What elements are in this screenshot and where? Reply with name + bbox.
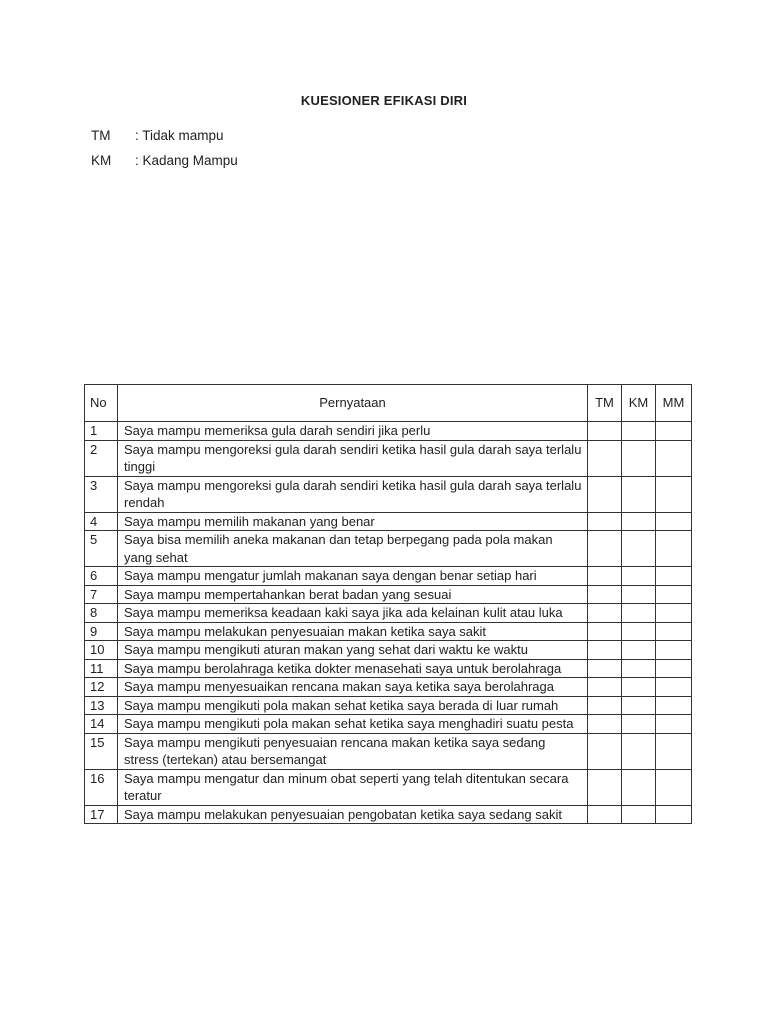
answer-cell-tm[interactable] (588, 678, 622, 697)
row-statement: Saya mampu mengikuti pola makan sehat ketika saya berada di luar rumah (118, 696, 588, 715)
row-statement: Saya mampu mengoreksi gula darah sendiri ketika hasil gula darah saya terlalu tinggi (118, 440, 588, 476)
table-header-row (85, 385, 692, 422)
row-number: 2 (85, 440, 118, 476)
table-row (85, 440, 692, 476)
answer-cell-km[interactable] (622, 440, 656, 476)
answer-cell-mm[interactable] (656, 512, 692, 531)
legend-item-tm (91, 128, 224, 144)
answer-cell-mm[interactable] (656, 585, 692, 604)
row-number: 7 (85, 585, 118, 604)
row-statement: Saya mampu melakukan penyesuaian makan ketika saya sakit (118, 622, 588, 641)
answer-cell-km[interactable] (622, 422, 656, 441)
answer-cell-km[interactable] (622, 678, 656, 697)
answer-cell-km[interactable] (622, 604, 656, 623)
answer-cell-tm[interactable] (588, 696, 622, 715)
answer-cell-km[interactable] (622, 512, 656, 531)
answer-cell-mm[interactable] (656, 531, 692, 567)
table-row (85, 733, 692, 769)
row-statement: Saya mampu memeriksa gula darah sendiri jika perlu (118, 422, 588, 441)
answer-cell-km[interactable] (622, 805, 656, 824)
table-row (85, 604, 692, 623)
answer-cell-tm[interactable] (588, 585, 622, 604)
row-number: 3 (85, 476, 118, 512)
row-number: 6 (85, 567, 118, 586)
answer-cell-tm[interactable] (588, 659, 622, 678)
answer-cell-tm[interactable] (588, 733, 622, 769)
answer-cell-tm[interactable] (588, 422, 622, 441)
table-row (85, 659, 692, 678)
questionnaire-table (84, 384, 692, 824)
header-no: No (85, 385, 118, 422)
table-row (85, 641, 692, 660)
legend-code: KM (91, 153, 112, 168)
row-number: 16 (85, 769, 118, 805)
answer-cell-mm[interactable] (656, 733, 692, 769)
row-number: 4 (85, 512, 118, 531)
answer-cell-mm[interactable] (656, 604, 692, 623)
table-row (85, 476, 692, 512)
page-title: KUESIONER EFIKASI DIRI (300, 93, 468, 108)
row-number: 8 (85, 604, 118, 623)
row-number: 5 (85, 531, 118, 567)
answer-cell-tm[interactable] (588, 440, 622, 476)
legend-description: : Kadang Mampu (135, 153, 238, 168)
answer-cell-mm[interactable] (656, 678, 692, 697)
answer-cell-km[interactable] (622, 476, 656, 512)
row-statement: Saya mampu mengikuti pola makan sehat ketika saya menghadiri suatu pesta (118, 715, 588, 734)
answer-cell-tm[interactable] (588, 512, 622, 531)
answer-cell-mm[interactable] (656, 696, 692, 715)
table-row (85, 805, 692, 824)
row-statement: Saya mampu berolahraga ketika dokter menasehati saya untuk berolahraga (118, 659, 588, 678)
answer-cell-mm[interactable] (656, 659, 692, 678)
answer-cell-tm[interactable] (588, 641, 622, 660)
answer-cell-mm[interactable] (656, 567, 692, 586)
answer-cell-mm[interactable] (656, 422, 692, 441)
answer-cell-mm[interactable] (656, 715, 692, 734)
row-number: 15 (85, 733, 118, 769)
answer-cell-tm[interactable] (588, 769, 622, 805)
row-statement: Saya mampu melakukan penyesuaian pengobatan ketika saya sedang sakit (118, 805, 588, 824)
row-number: 11 (85, 659, 118, 678)
header-statement: Pernyataan (118, 385, 588, 422)
answer-cell-km[interactable] (622, 622, 656, 641)
header-option-km: KM (622, 385, 656, 422)
table-row (85, 715, 692, 734)
answer-cell-km[interactable] (622, 585, 656, 604)
answer-cell-km[interactable] (622, 715, 656, 734)
answer-cell-tm[interactable] (588, 476, 622, 512)
row-number: 1 (85, 422, 118, 441)
answer-cell-mm[interactable] (656, 769, 692, 805)
answer-cell-tm[interactable] (588, 567, 622, 586)
row-number: 12 (85, 678, 118, 697)
row-statement: Saya mampu mengoreksi gula darah sendiri ketika hasil gula darah saya terlalu rendah (118, 476, 588, 512)
table-row (85, 531, 692, 567)
answer-cell-km[interactable] (622, 567, 656, 586)
answer-cell-km[interactable] (622, 733, 656, 769)
answer-cell-tm[interactable] (588, 604, 622, 623)
answer-cell-km[interactable] (622, 696, 656, 715)
header-option-mm: MM (656, 385, 692, 422)
answer-cell-km[interactable] (622, 769, 656, 805)
table-row (85, 622, 692, 641)
table-row (85, 696, 692, 715)
header-option-tm: TM (588, 385, 622, 422)
row-statement: Saya bisa memilih aneka makanan dan tetap berpegang pada pola makan yang sehat (118, 531, 588, 567)
answer-cell-mm[interactable] (656, 641, 692, 660)
table-row (85, 585, 692, 604)
answer-cell-km[interactable] (622, 531, 656, 567)
legend-code: TM (91, 128, 111, 143)
table-row (85, 422, 692, 441)
answer-cell-tm[interactable] (588, 715, 622, 734)
row-number: 13 (85, 696, 118, 715)
row-number: 17 (85, 805, 118, 824)
answer-cell-tm[interactable] (588, 531, 622, 567)
row-statement: Saya mampu mengikuti penyesuaian rencana makan ketika saya sedang stress (tertekan) atau bersemangat (118, 733, 588, 769)
row-number: 10 (85, 641, 118, 660)
table-row (85, 769, 692, 805)
answer-cell-km[interactable] (622, 659, 656, 678)
row-number: 9 (85, 622, 118, 641)
row-statement: Saya mampu mengatur jumlah makanan saya dengan benar setiap hari (118, 567, 588, 586)
row-statement: Saya mampu mengikuti aturan makan yang sehat dari waktu ke waktu (118, 641, 588, 660)
legend-item-km (91, 153, 238, 169)
row-statement: Saya mampu memilih makanan yang benar (118, 512, 588, 531)
answer-cell-mm[interactable] (656, 476, 692, 512)
row-statement: Saya mampu menyesuaikan rencana makan saya ketika saya berolahraga (118, 678, 588, 697)
answer-cell-mm[interactable] (656, 622, 692, 641)
table-row (85, 512, 692, 531)
answer-cell-km[interactable] (622, 641, 656, 660)
legend-description: : Tidak mampu (135, 128, 224, 143)
row-statement: Saya mampu mempertahankan berat badan yang sesuai (118, 585, 588, 604)
answer-cell-tm[interactable] (588, 805, 622, 824)
table-row (85, 678, 692, 697)
table-row (85, 567, 692, 586)
answer-cell-mm[interactable] (656, 805, 692, 824)
answer-cell-mm[interactable] (656, 440, 692, 476)
row-statement: Saya mampu memeriksa keadaan kaki saya jika ada kelainan kulit atau luka (118, 604, 588, 623)
row-number: 14 (85, 715, 118, 734)
answer-cell-tm[interactable] (588, 622, 622, 641)
row-statement: Saya mampu mengatur dan minum obat seperti yang telah ditentukan secara teratur (118, 769, 588, 805)
